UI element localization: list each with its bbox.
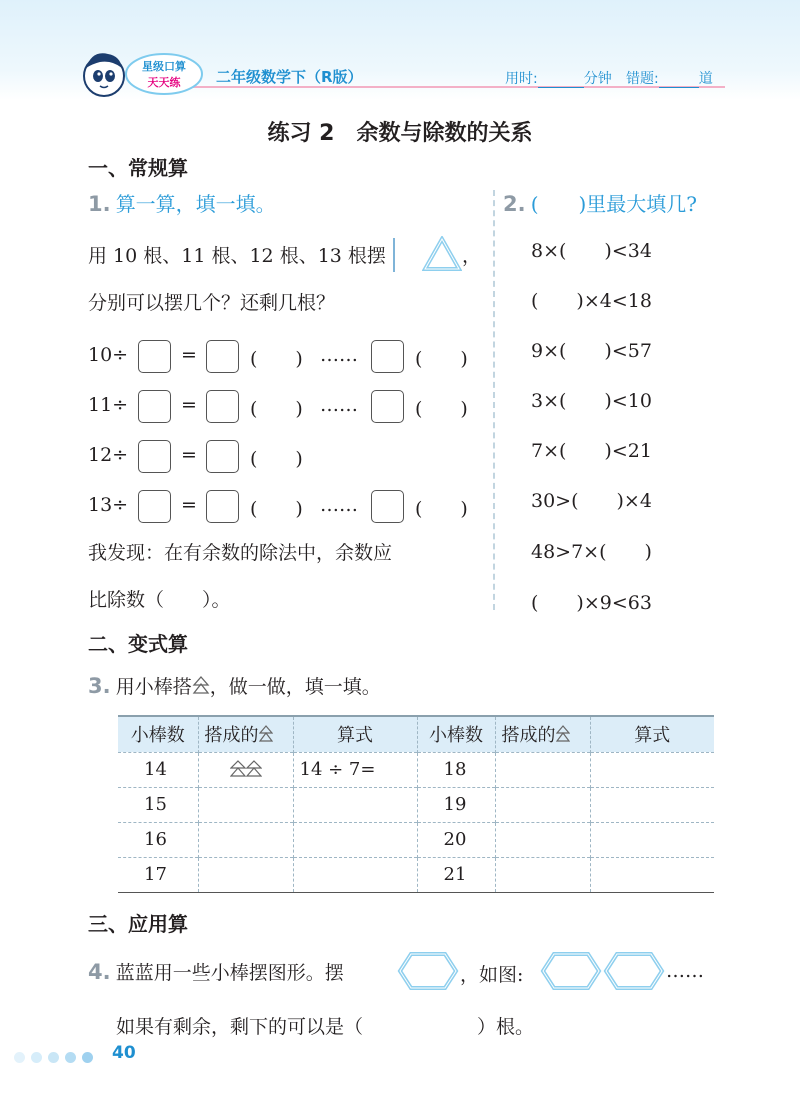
formula-cell[interactable] — [293, 822, 417, 857]
table-row — [118, 857, 714, 892]
footer-dots — [14, 1048, 99, 1067]
q2-item[interactable]: 30>( )×4 — [531, 490, 652, 512]
minute-label: 分钟 — [583, 71, 612, 87]
column-divider — [493, 190, 495, 610]
q1-prompt: 算一算，填一填。 — [115, 192, 276, 216]
book-title: 二年级数学下（R版） — [216, 68, 363, 86]
remainder-dots: …… — [320, 394, 358, 416]
stick-count-cell: 19 — [417, 787, 495, 822]
q1-finding-line1: 我发现：在有余数的除法中，余数应 — [88, 542, 393, 564]
page-title: 练习 2 余数与除数的关系 — [267, 121, 533, 146]
formula-cell[interactable] — [293, 857, 417, 892]
mascot-face-icon — [84, 53, 124, 96]
stick-count-cell: 16 — [118, 822, 198, 857]
shapes-cell[interactable] — [495, 752, 590, 787]
q4-text-mid: ，如图: — [460, 964, 524, 986]
double-triangle-icon — [259, 725, 273, 743]
equals-sign: = — [181, 494, 197, 516]
formula-cell[interactable] — [590, 857, 714, 892]
col-header-shapes — [495, 716, 590, 752]
q3-prompt-before: 用小棒搭 — [115, 676, 192, 698]
table-row — [118, 752, 714, 787]
remainder-unit-blank[interactable]: ( ) — [415, 398, 468, 420]
formula-cell[interactable] — [590, 787, 714, 822]
count-label: 道 — [698, 71, 713, 87]
q2-prompt: ( )里最大填几? — [530, 192, 698, 216]
remainder-unit-blank[interactable]: ( ) — [415, 498, 468, 520]
col-header-shapes — [198, 716, 293, 752]
errors-blank[interactable] — [659, 87, 699, 88]
quotient-unit-blank[interactable]: ( ) — [250, 348, 303, 370]
stick-count-cell: 17 — [118, 857, 198, 892]
equals-sign: = — [181, 394, 197, 416]
divisor-box[interactable] — [138, 440, 171, 473]
q4-text-before: 蓝蓝用一些小棒摆图形。摆 — [115, 962, 344, 984]
text-cursor — [393, 238, 395, 272]
shapes-cell[interactable] — [198, 752, 293, 787]
q2-item[interactable]: 48>7×( ) — [531, 541, 652, 563]
logo-text-bottom: 天天练 — [147, 76, 181, 89]
formula-cell[interactable] — [293, 787, 417, 822]
remainder-unit-blank[interactable]: ( ) — [415, 348, 468, 370]
double-triangle-icon — [556, 725, 570, 743]
q1-number: 1. — [88, 192, 111, 216]
q3-number: 3. — [88, 674, 111, 698]
col-header-shapes-text: 搭成的 — [204, 725, 259, 747]
shapes-cell[interactable] — [495, 822, 590, 857]
dividend-label: 12÷ — [88, 444, 129, 466]
shapes-cell[interactable] — [198, 787, 293, 822]
shapes-cell[interactable] — [198, 822, 293, 857]
formula-cell[interactable] — [590, 752, 714, 787]
remainder-dots: …… — [320, 344, 358, 366]
quotient-unit-blank[interactable]: ( ) — [250, 398, 303, 420]
col-header-count: 小棒数 — [118, 716, 198, 752]
stick-count-cell: 14 — [118, 752, 198, 787]
col-header-shapes-text: 搭成的 — [501, 725, 556, 747]
shapes-cell[interactable] — [495, 787, 590, 822]
double-triangle-icon — [230, 760, 246, 778]
section-3-title: 三、应用算 — [88, 912, 188, 936]
quotient-unit-blank[interactable]: ( ) — [250, 448, 303, 470]
section-2-title: 二、变式算 — [88, 632, 188, 656]
shape-icons — [230, 759, 262, 780]
section-1-title: 一、常规算 — [88, 156, 188, 180]
triangle-icon — [422, 236, 462, 272]
dividend-label: 11÷ — [88, 394, 129, 416]
q1-line1: 用 10 根、11 根、12 根、13 根摆 — [88, 245, 386, 267]
errors-label: 错题: — [626, 71, 659, 87]
stick-count-cell: 20 — [417, 822, 495, 857]
page-number: 40 — [112, 1043, 136, 1063]
logo-text-top: 星级口算 — [142, 60, 186, 73]
q2-item[interactable]: 7×( )<21 — [531, 440, 652, 462]
q2-heading — [503, 188, 697, 217]
dividend-label: 10÷ — [88, 344, 129, 366]
remainder-dots: …… — [320, 494, 358, 516]
col-header-formula: 算式 — [293, 716, 417, 752]
q4-line1 — [88, 958, 344, 985]
q1-finding-line2[interactable]: 比除数（ ）。 — [88, 589, 231, 611]
q3-prompt-after: ，做一做，填一填。 — [209, 676, 381, 698]
q2-number: 2. — [503, 192, 526, 216]
time-meta — [505, 68, 612, 88]
quotient-unit-blank[interactable]: ( ) — [250, 498, 303, 520]
errors-meta — [626, 68, 713, 88]
divisor-box[interactable] — [138, 390, 171, 423]
q2-item[interactable]: 8×( )<34 — [531, 240, 652, 262]
quotient-box[interactable] — [206, 490, 239, 523]
remainder-box[interactable] — [371, 340, 404, 373]
q2-item[interactable]: 9×( )<57 — [531, 340, 652, 362]
double-triangle-icon — [246, 760, 262, 778]
quotient-box[interactable] — [206, 340, 239, 373]
formula-cell[interactable] — [590, 822, 714, 857]
equals-sign: = — [181, 444, 197, 466]
q4-number: 4. — [88, 960, 111, 984]
quotient-box[interactable] — [206, 440, 239, 473]
formula-cell[interactable]: 14 ÷ 7= — [293, 752, 417, 787]
time-label: 用时: — [505, 71, 538, 87]
stick-count-cell: 21 — [417, 857, 495, 892]
hexagon-icon — [397, 951, 459, 991]
q2-item[interactable]: 3×( )<10 — [531, 390, 652, 412]
col-header-count: 小棒数 — [417, 716, 495, 752]
shapes-cell[interactable] — [495, 857, 590, 892]
stick-count-cell: 15 — [118, 787, 198, 822]
stick-count-cell: 18 — [417, 752, 495, 787]
col-header-formula: 算式 — [590, 716, 714, 752]
table-row — [118, 787, 714, 822]
dividend-label: 13÷ — [88, 494, 129, 516]
double-triangle-icon — [192, 676, 210, 696]
q2-item[interactable]: ( )×4<18 — [531, 290, 652, 312]
q2-item[interactable]: ( )×9<63 — [531, 592, 652, 614]
mascot-logo — [78, 44, 208, 104]
divisor-box[interactable] — [138, 340, 171, 373]
table-header-row — [118, 716, 714, 752]
q4-text-end: …… — [666, 960, 704, 982]
remainder-box[interactable] — [371, 490, 404, 523]
q4-line2[interactable]: 如果有剩余，剩下的可以是（ ）根。 — [116, 1016, 535, 1038]
divisor-box[interactable] — [138, 490, 171, 523]
q1-line2: 分别可以摆几个？还剩几根？ — [88, 292, 336, 314]
quotient-box[interactable] — [206, 390, 239, 423]
q3-heading — [88, 672, 381, 699]
time-blank[interactable] — [538, 87, 584, 88]
q1-heading — [88, 188, 276, 217]
remainder-box[interactable] — [371, 390, 404, 423]
double-hexagon-icon — [540, 951, 666, 991]
table-row — [118, 822, 714, 857]
shapes-cell[interactable] — [198, 857, 293, 892]
sticks-table — [118, 715, 714, 893]
equals-sign: = — [181, 344, 197, 366]
q1-line1-end: ， — [462, 245, 482, 267]
